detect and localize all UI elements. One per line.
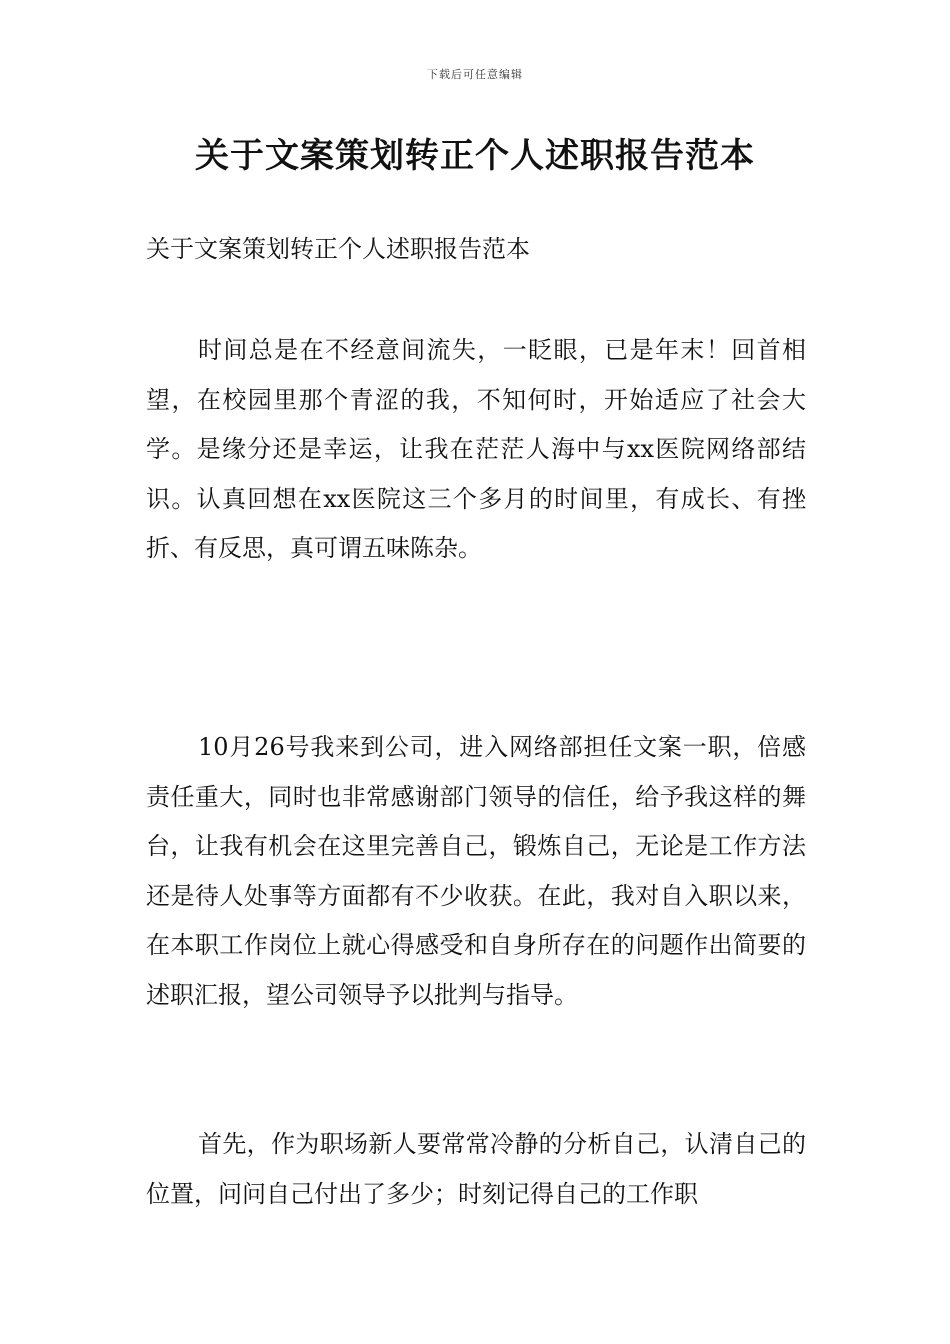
body-paragraph: 首先，作为职场新人要常常冷静的分析自己，认清自己的位置，问问自己付出了多少；时刻记得自己的工作职 [146,1130,806,1208]
document-title: 关于文案策划转正个人述职报告范本 [195,136,755,176]
header-note: 下载后可任意编辑 [427,68,523,81]
document-subtitle: 关于文案策划转正个人述职报告范本 [146,235,530,263]
body-paragraph: 10月26号我来到公司，进入网络部担任文案一职，倍感责任重大，同时也非常感谢部门领导的信任，给予我这样的舞台，让我有机会在这里完善自己，锻炼自己，无论是工作方法还是待人处事等方面都有不少收获。在此，我对自入职以来，在本职工作岗位上就心得感受和自身所存在的问题作出简要的述职汇报，望公司领导予以批判与指导。 [146,733,806,1009]
body-paragraph: 时间总是在不经意间流失，一眨眼，已是年末！回首相望，在校园里那个青涩的我，不知何时，开始适应了社会大学。是缘分还是幸运，让我在茫茫人海中与xx医院网络部结识。认真回想在xx医院这三个多月的时间里，有成长、有挫折、有反思，真可谓五味陈杂。 [146,336,806,562]
